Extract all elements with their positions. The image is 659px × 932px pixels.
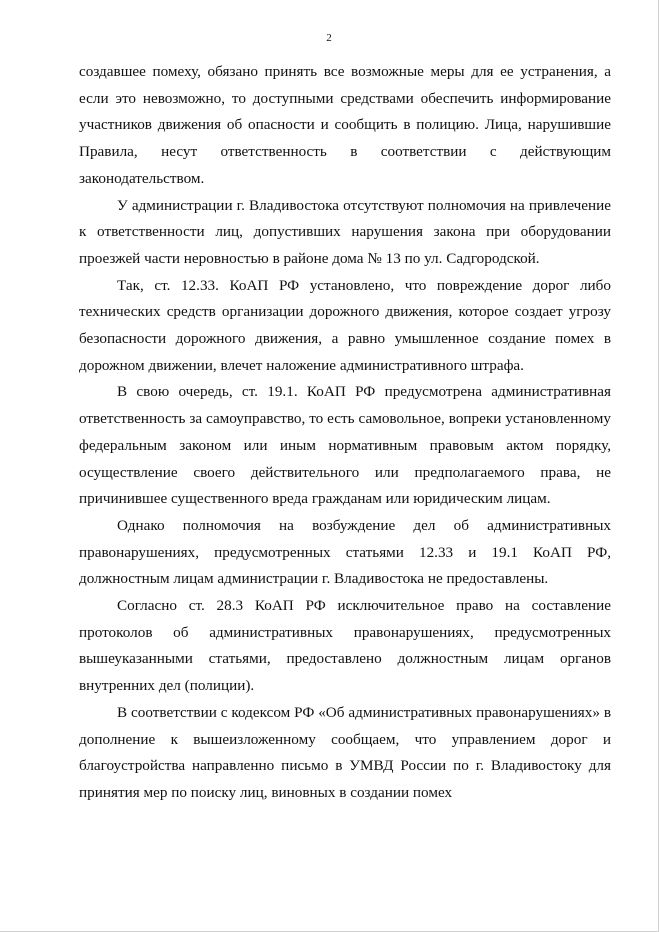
paragraph-letter-sent: В соответствии с кодексом РФ «Об административных правонарушениях» в дополнение к вышеизложенному сообщаем, что управлением дорог и благоустройства направленно письмо в УМВД России по г. Владивостоку для принятия мер по поиску лиц, виновных в создании помех	[79, 703, 611, 801]
document-body	[79, 59, 611, 807]
paragraph-article-19-1: В свою очередь, ст. 19.1. КоАП РФ предусмотрена административная ответственность за самоуправство, то есть самовольное, вопреки установленному федеральным законом или иным нормативным правовым актом порядку, осуществление своего действительного или предполагаемого права, не причинившее существенного вреда гражданам или юридическим лицам.	[79, 383, 611, 508]
page-number: 2	[326, 32, 332, 44]
paragraph-continuation: создавшее помеху, обязано принять все возможные меры для ее устранения, а если это невозможно, то доступными средствами обеспечить информирование участников движения об опасности и сообщить в полицию. Лица, нарушившие Правила, несут ответственность в соответствии с действующим законодательством.	[79, 63, 611, 187]
paragraph-article-12-33: Так, ст. 12.33. КоАП РФ установлено, что повреждение дорог либо технических средств организации дорожного движения, которое создает угрозу безопасности дорожного движения, а равно умышленное создание помех в дорожном движении, влечет наложение административного штрафа.	[79, 276, 611, 374]
paragraph-no-authority: У администрации г. Владивостока отсутствуют полномочия на привлечение к ответственности лиц, допустивших нарушения закона при оборудовании проезжей части неровностью в районе дома № 13 по ул. Садгородской.	[79, 196, 611, 267]
paragraph-powers-not-granted: Однако полномочия на возбуждение дел об административных правонарушениях, предусмотренных статьями 12.33 и 19.1 КоАП РФ, должностным лицам администрации г. Владивостока не предоставлены.	[79, 516, 611, 588]
paragraph-article-28-3: Согласно ст. 28.3 КоАП РФ исключительное право на составление протоколов об административных правонарушениях, предусмотренных вышеуказанными статьями, предоставлено должностным лицам органов внутренних дел (полиции).	[79, 597, 611, 695]
